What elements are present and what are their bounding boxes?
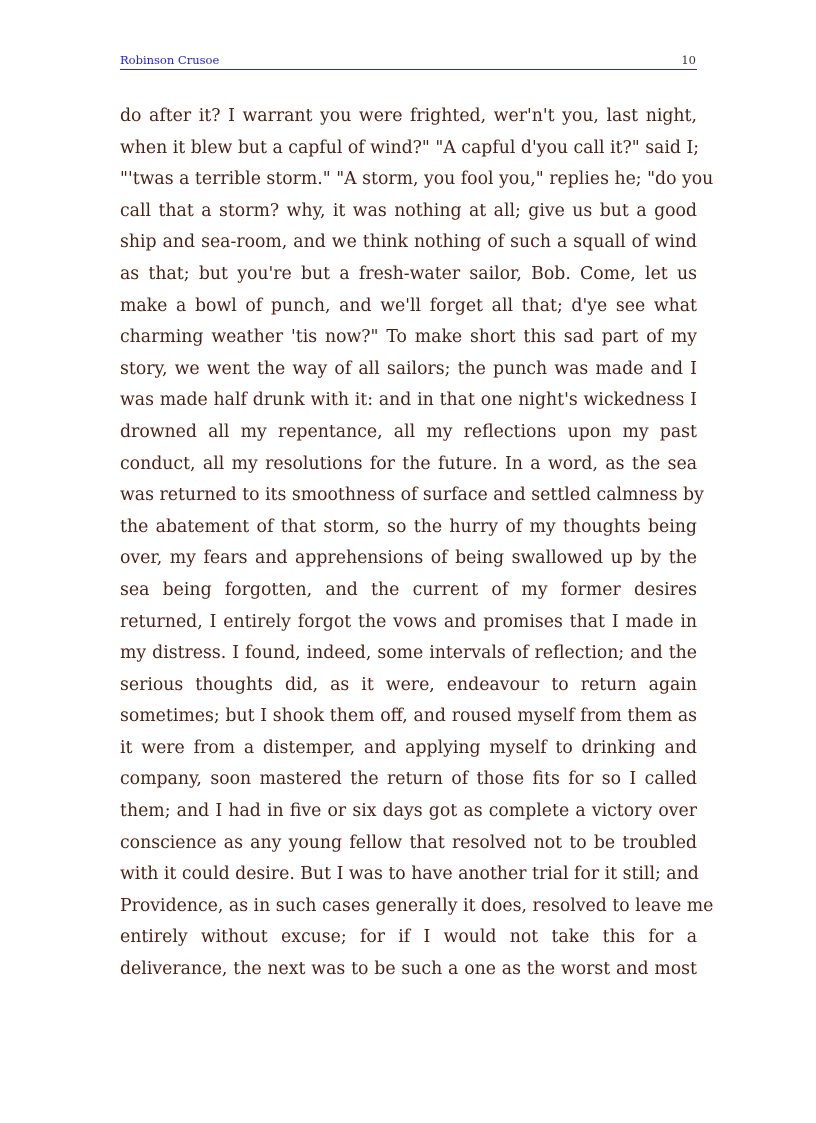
- text-line: my distress. I found, indeed, some intervals of reflection; and the: [120, 643, 697, 664]
- text-line: them; and I had in five or six days got as complete a victory over: [120, 801, 697, 822]
- text-line: serious thoughts did, as it were, endeavour to return again: [120, 674, 697, 695]
- page-header: [120, 52, 697, 70]
- text-line: "'twas a terrible storm." "A storm, you fool you," replies he; "do you: [120, 169, 714, 190]
- text-line: was returned to its smoothness of surface and settled calmness by: [120, 485, 704, 506]
- text-line: as that; but you're but a fresh-water sailor, Bob. Come, let us: [120, 263, 697, 284]
- text-line: deliverance, the next was to be such a one as the worst and most: [120, 959, 697, 980]
- text-line: entirely without excuse; for if I would not take this for a: [120, 927, 697, 948]
- page-number: 10: [681, 53, 696, 67]
- text-line: conscience as any young fellow that resolved not to be troubled: [120, 832, 697, 853]
- text-line: over, my fears and apprehensions of being swallowed up by the: [120, 548, 697, 569]
- header-title-link[interactable]: Robinson Crusoe: [120, 53, 220, 67]
- text-line: it were from a distemper, and applying myself to drinking and: [120, 737, 697, 758]
- text-line: when it blew but a capful of wind?" "A capful d'you call it?" said I;: [120, 137, 700, 158]
- text-line: was made half drunk with it: and in that one night's wickedness I: [120, 390, 697, 411]
- page-body: [120, 101, 714, 986]
- text-line: make a bowl of punch, and we'll forget all that; d'ye see what: [120, 295, 697, 316]
- text-line: drowned all my repentance, all my reflections upon my past: [120, 421, 697, 442]
- text-line: charming weather 'tis now?" To make short this sad part of my: [120, 327, 697, 348]
- text-line: do after it? I warrant you were frighted, wer'n't you, last night,: [120, 106, 697, 126]
- text-line: with it could desire. But I was to have another trial for it still; and: [120, 864, 699, 885]
- text-line: returned, I entirely forgot the vows and promises that I made in: [120, 611, 697, 632]
- text-line: story, we went the way of all sailors; the punch was made and I: [120, 358, 697, 379]
- text-line: Providence, as in such cases generally it does, resolved to leave me: [120, 895, 714, 916]
- text-line: the abatement of that storm, so the hurry of my thoughts being: [120, 516, 697, 537]
- text-line: ship and sea-room, and we think nothing of such a squall of wind: [120, 232, 697, 253]
- text-line: sometimes; but I shook them off, and roused myself from them as: [120, 706, 697, 727]
- text-line: sea being forgotten, and the current of my former desires: [120, 579, 697, 600]
- text-line: company, soon mastered the return of those fits for so I called: [120, 769, 697, 790]
- text-line: call that a storm? why, it was nothing at all; give us but a good: [120, 200, 697, 221]
- text-line: conduct, all my resolutions for the future. In a word, as the sea: [120, 453, 697, 474]
